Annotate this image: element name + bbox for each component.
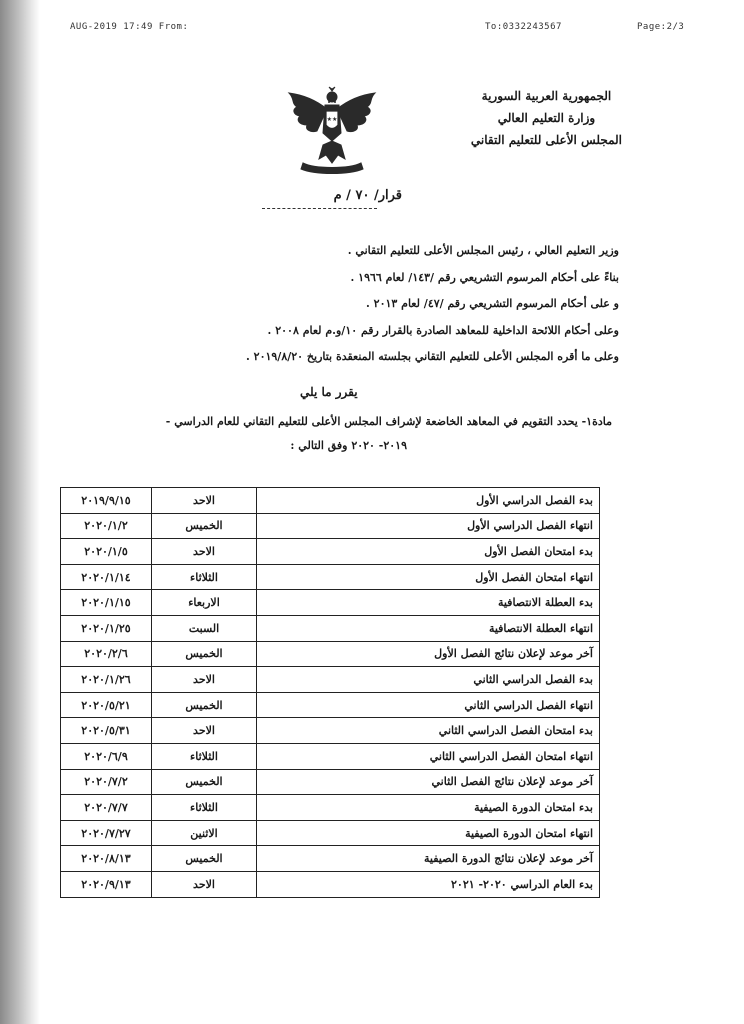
event-cell: انتهاء امتحان الدورة الصيفية — [257, 820, 600, 846]
day-cell: الخميس — [152, 641, 257, 667]
table-row — [61, 743, 600, 769]
day-cell: الاحد — [152, 667, 257, 693]
event-cell: آخر موعد لإعلان نتائج الفصل الثاني — [257, 769, 600, 795]
table-row — [61, 718, 600, 744]
event-cell: انتهاء الفصل الدراسي الأول — [257, 513, 600, 539]
fax-header-timestamp: AUG-2019 17:49 From: — [70, 22, 189, 32]
table-row — [61, 769, 600, 795]
day-cell: السبت — [152, 615, 257, 641]
date-cell: ٢٠٢٠/٧/٢٧ — [61, 820, 152, 846]
day-cell: الثلاثاء — [152, 743, 257, 769]
date-cell: ٢٠٢٠/٩/١٣ — [61, 871, 152, 897]
day-cell: الاحد — [152, 871, 257, 897]
event-cell: بدء الفصل الدراسي الثاني — [257, 667, 600, 693]
preamble-line: وزير التعليم العالي ، رئيس المجلس الأعلى للتعليم التقاني . — [347, 244, 619, 257]
table-row — [61, 846, 600, 872]
event-cell: بدء امتحان الدورة الصيفية — [257, 795, 600, 821]
day-cell: الخميس — [152, 692, 257, 718]
date-cell: ٢٠٢٠/١/٢ — [61, 513, 152, 539]
decision-number: قرار/ ٧٠ / م — [333, 188, 402, 203]
fax-header-page: Page:2/3 — [637, 22, 685, 32]
letterhead-line-council: المجلس الأعلى للتعليم التقاني — [470, 133, 622, 147]
preamble-line: وعلى ما أقره المجلس الأعلى للتعليم التقاني بجلسته المنعقدة بتاريخ ٢٠١٩/٨/٢٠ . — [246, 350, 619, 363]
event-cell: بدء الفصل الدراسي الأول — [257, 488, 600, 514]
day-cell: الخميس — [152, 769, 257, 795]
table-row — [61, 795, 600, 821]
article-line-1: مادة١- يحدد التقويم في المعاهد الخاضعة لإشراف المجلس الأعلى للتعليم التقاني للعام الدراسي - — [165, 415, 612, 428]
preamble — [159, 238, 619, 371]
date-cell: ٢٠٢٠/٥/٢١ — [61, 692, 152, 718]
table-row — [61, 539, 600, 565]
day-cell: الخميس — [152, 513, 257, 539]
event-cell: انتهاء الفصل الدراسي الثاني — [257, 692, 600, 718]
event-cell: آخر موعد لإعلان نتائج الدورة الصيفية — [257, 846, 600, 872]
date-cell: ٢٠٢٠/١/٥ — [61, 539, 152, 565]
table-row — [61, 820, 600, 846]
date-cell: ٢٠٢٠/٧/٧ — [61, 795, 152, 821]
event-cell: انتهاء امتحان الفصل الدراسي الثاني — [257, 743, 600, 769]
date-cell: ٢٠٢٠/٥/٣١ — [61, 718, 152, 744]
day-cell: الاربعاء — [152, 590, 257, 616]
day-cell: الخميس — [152, 846, 257, 872]
decides-heading: يقرر ما يلي — [300, 385, 358, 399]
article-one — [12, 410, 612, 458]
day-cell: الاحد — [152, 539, 257, 565]
fax-header-recipient: To:0332243567 — [485, 22, 562, 32]
day-cell: الثلاثاء — [152, 795, 257, 821]
event-cell: بدء امتحان الفصل الأول — [257, 539, 600, 565]
date-cell: ٢٠٢٠/١/١٤ — [61, 564, 152, 590]
table-row — [61, 667, 600, 693]
scan-edge-shadow — [0, 0, 40, 1024]
academic-calendar-table — [60, 487, 600, 898]
table-row — [61, 513, 600, 539]
date-cell: ٢٠٢٠/٦/٩ — [61, 743, 152, 769]
date-cell: ٢٠٢٠/٨/١٣ — [61, 846, 152, 872]
date-cell: ٢٠٢٠/٧/٢ — [61, 769, 152, 795]
article-line-2: ٢٠١٩- ٢٠٢٠ وفق التالي : — [290, 439, 407, 452]
event-cell: انتهاء امتحان الفصل الأول — [257, 564, 600, 590]
day-cell: الاحد — [152, 718, 257, 744]
date-cell: ٢٠٢٠/١/٢٦ — [61, 667, 152, 693]
day-cell: الثلاثاء — [152, 564, 257, 590]
event-cell: بدء العطلة الانتصافية — [257, 590, 600, 616]
letterhead-line-republic: الجمهورية العربية السورية — [481, 89, 612, 103]
table-row — [61, 871, 600, 897]
decision-underline — [262, 208, 377, 210]
date-cell: ٢٠٢٠/١/٢٥ — [61, 615, 152, 641]
table-row — [61, 615, 600, 641]
date-cell: ٢٠٢٠/٢/٦ — [61, 641, 152, 667]
preamble-line: وعلى أحكام اللائحة الداخلية للمعاهد الصادرة بالقرار رقم ١٠/و.م لعام ٢٠٠٨ . — [267, 323, 619, 337]
table-row — [61, 692, 600, 718]
event-cell: آخر موعد لإعلان نتائج الفصل الأول — [257, 641, 600, 667]
day-cell: الاثنين — [152, 820, 257, 846]
event-cell: بدء امتحان الفصل الدراسي الثاني — [257, 718, 600, 744]
table-row — [61, 488, 600, 514]
letterhead-line-ministry: وزارة التعليم العالي — [497, 111, 596, 125]
date-cell: ٢٠١٩/٩/١٥ — [61, 488, 152, 514]
table-row — [61, 590, 600, 616]
preamble-line: و على أحكام المرسوم التشريعي رقم /٤٧/ لعام ٢٠١٣ . — [366, 297, 619, 310]
ministry-letterhead — [471, 85, 622, 151]
preamble-line: بناءً على أحكام المرسوم التشريعي رقم /١٤٣/ لعام ١٩٦٦ . — [350, 270, 619, 284]
event-cell: انتهاء العطلة الانتصافية — [257, 615, 600, 641]
svg-text:★★: ★★ — [326, 116, 338, 123]
table-row — [61, 564, 600, 590]
day-cell: الاحد — [152, 488, 257, 514]
table-row — [61, 641, 600, 667]
date-cell: ٢٠٢٠/١/١٥ — [61, 590, 152, 616]
syrian-eagle-emblem-icon — [283, 85, 381, 175]
event-cell: بدء العام الدراسي ٢٠٢٠- ٢٠٢١ — [257, 871, 600, 897]
